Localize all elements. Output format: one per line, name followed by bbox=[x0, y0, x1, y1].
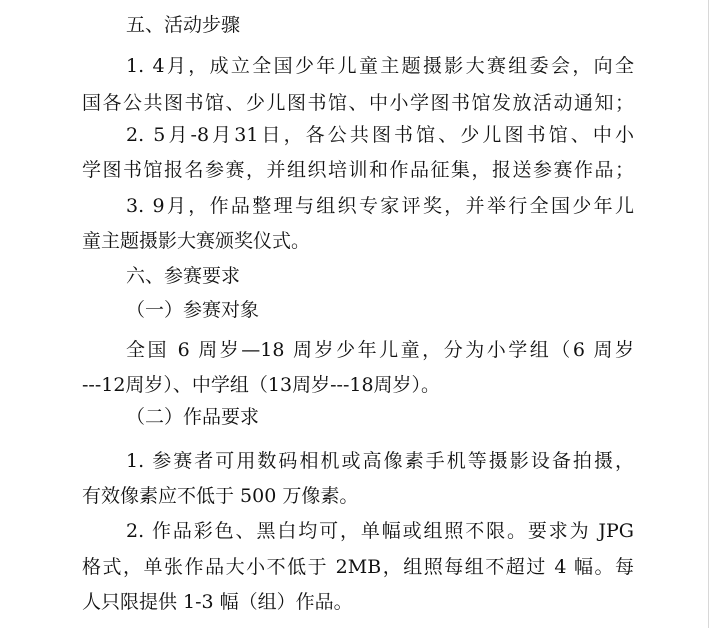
subsection-heading-participants: （一）参赛对象 bbox=[126, 299, 260, 321]
paragraph-line: 国各公共图书馆、少儿图书馆、中小学图书馆发放活动通知； bbox=[82, 92, 634, 114]
section-heading-participation-requirements: 六、参赛要求 bbox=[126, 265, 241, 287]
paragraph-line: 2. 作品彩色、黑白均可，单幅或组照不限。要求为 JPG bbox=[126, 520, 634, 542]
paragraph-line: 童主题摄影大赛颁奖仪式。 bbox=[82, 230, 311, 252]
paragraph-line: 人只限提供 1-3 幅（组）作品。 bbox=[82, 591, 353, 613]
paragraph-line: 1. 参赛者可用数码相机或高像素手机等摄影设备拍摄， bbox=[126, 450, 634, 472]
paragraph-line: 全国 6 周岁—18 周岁少年儿童，分为小学组（6 周岁 bbox=[126, 339, 634, 361]
paragraph-line: 2. 5月-8月31日，各公共图书馆、少儿图书馆、中小 bbox=[126, 124, 634, 146]
subsection-heading-work-requirements: （二）作品要求 bbox=[126, 406, 260, 428]
paragraph-line: 有效像素应不低于 500 万像素。 bbox=[82, 485, 359, 507]
paragraph-line: 格式，单张作品大小不低于 2MB，组照每组不超过 4 幅。每 bbox=[82, 556, 634, 578]
paragraph-line: ---12周岁）、中学组（13周岁---18周岁）。 bbox=[82, 374, 441, 396]
paragraph-line: 1. 4月，成立全国少年儿童主题摄影大赛组委会，向全 bbox=[126, 55, 634, 77]
page-edge-line bbox=[708, 0, 709, 628]
paragraph-line: 3. 9月，作品整理与组织专家评奖，并举行全国少年儿 bbox=[126, 195, 634, 217]
paragraph-line: 学图书馆报名参赛，并组织培训和作品征集，报送参赛作品； bbox=[82, 159, 634, 181]
section-heading-activity-steps: 五、活动步骤 bbox=[126, 14, 241, 36]
